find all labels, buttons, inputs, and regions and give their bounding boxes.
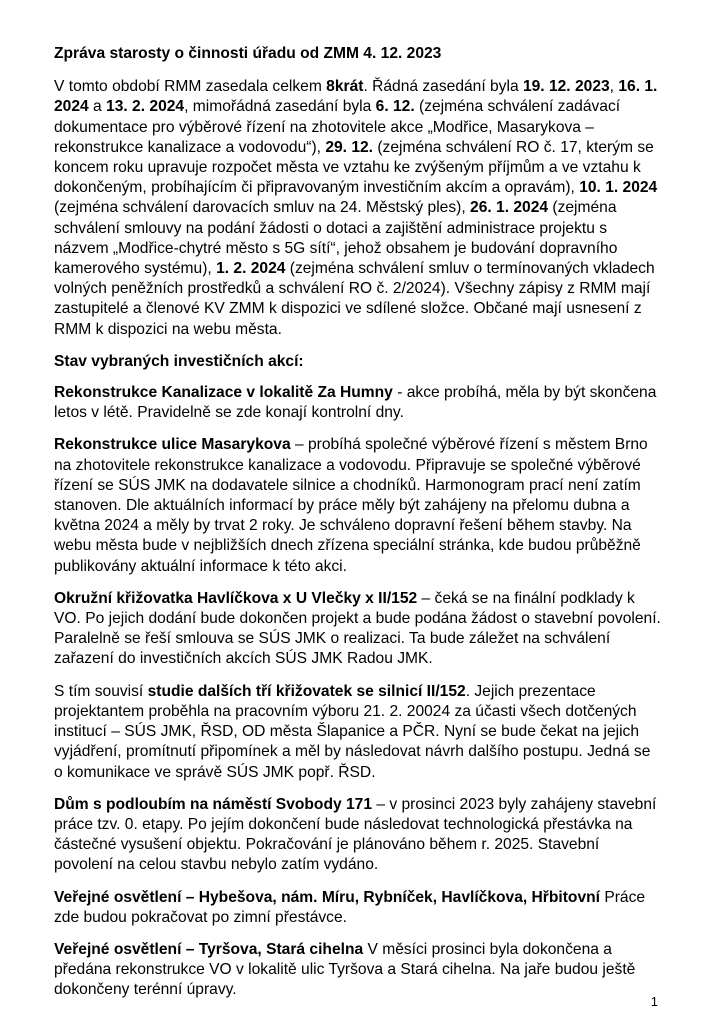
bold-text: Okružní křižovatka Havlíčkova x U Vlečky x II/152 xyxy=(54,589,418,607)
text-run: - akce probíhá, měla by být skončena letos v létě. Pravidelně se zde konají kontrolní dny. xyxy=(54,384,657,422)
bold-text: 8krát xyxy=(326,78,364,96)
bold-text: studie dalších tří křižovatek se silnicí II/152 xyxy=(147,682,466,700)
bold-text: Rekonstrukce Kanalizace v lokalitě Za Humny xyxy=(54,384,393,402)
text-run: V měsíci prosinci byla dokončena a předána rekonstrukce VO v lokalitě ulic Tyršova a Stará cihelna. Na jaře budou ještě dokončeny terénní úpravy. xyxy=(54,940,636,999)
p-studie xyxy=(54,682,662,783)
document-title: Zpráva starosty o činnosti úřadu od ZMM 4. 12. 2023 xyxy=(54,45,442,62)
bold-text: 1. 2. 2024 xyxy=(216,260,286,278)
bold-text: Rekonstrukce ulice Masarykova xyxy=(54,436,291,454)
text-run: (zejména schválení smluv o termínovaných vkladech volných peněžních prostředků a schválení RO č. 2/2024). Všechny zápisy z RMM mají zastupitelé a členové KV ZMM k dispozici ve sdílené složce. Občané mají usnesení z RMM k dispozici na webu města. xyxy=(54,260,655,338)
bold-text: 10. 1. 2024 xyxy=(579,179,658,197)
bold-text: 19. 12. 2023 xyxy=(522,78,610,96)
bold-text: 29. 12. xyxy=(325,138,373,156)
page-number: 1 xyxy=(650,994,658,1009)
text-run: – v prosinci 2023 byly zahájeny stavební práce tzv. 0. etapy. Po jejím dokončení bude následovat technologická přestávka na částečné vysušení objektu. Pokračování je plánováno během r. 2025. Stavební povolení na celou stavbu nebylo zatím vydáno. xyxy=(54,795,657,874)
bold-text: 13. 2. 2024 xyxy=(106,98,185,116)
text-run: S tím souvisí xyxy=(54,682,148,700)
intro-paragraph xyxy=(54,77,662,340)
p-dum xyxy=(54,795,662,876)
investment-items xyxy=(54,383,662,1000)
p-masarykova xyxy=(54,435,662,576)
bold-text: Veřejné osvětlení – Hybešova, nám. Míru, Rybníček, Havlíčkova, Hřbitovní xyxy=(54,888,600,906)
document-page xyxy=(54,44,662,1013)
text-run: , xyxy=(609,78,619,96)
p-kanalizace xyxy=(54,383,662,423)
bold-text: Dům s podloubím na náměstí Svobody 171 xyxy=(54,795,372,813)
text-run: V tomto období RMM zasedala celkem xyxy=(54,78,327,96)
text-run: , mimořádná zasedání byla xyxy=(184,98,376,116)
section-heading: Stav vybraných investičních akcí: xyxy=(54,352,304,370)
text-run: – čeká se na finální podklady k VO. Po jejich dodání bude dokončen projekt a bude podána žádost o stavební povolení. Paralelně se řeší smlouva se SÚS JMK o realizaci. Ta bude záležet na schválení zařazení do investičních akcích SÚS JMK Radou JMK. xyxy=(54,589,661,668)
p-vo-hybesova xyxy=(54,888,662,928)
bold-text: 16. 1. 2024 xyxy=(54,78,658,116)
text-run: (zejména schválení smlouvy na podání žádosti o dotaci a zajištění administrace projektu s názvem „Modřice-chytré město s 5G sítí“, jehož obsahem je budování dopravního kamerového systému), xyxy=(54,199,618,278)
bold-text: 6. 12. xyxy=(375,98,415,116)
text-run: Práce zde budou pokračovat po zimní přestávce. xyxy=(54,888,646,926)
text-run: (zejména schválení zadávací dokumentace pro výběrové řízení na zhotovitele akce „Modřice, Masarykova – rekonstrukce kanalizace a vodovodu“), xyxy=(54,98,621,156)
p-vo-tyrsova xyxy=(54,940,662,1001)
text-run: (zejména schválení darovacích smluv na 24. Městský ples), xyxy=(54,199,471,217)
bold-text: Veřejné osvětlení – Tyršova, Stará cihelna xyxy=(54,940,364,958)
text-run: a xyxy=(88,98,107,116)
bold-text: 26. 1. 2024 xyxy=(470,199,549,217)
text-run: – probíhá společné výběrové řízení s městem Brno na zhotovitele rekonstrukce kanalizace a vodovodu. Připravuje se společné výběrové řízení se SÚS JMK na dodavatele silnice a chodníků. Harmonogram prací není zatím stanoven. Dle aktuálních informací by práce měly být zahájeny na přelomu dubna a května 2024 a měly by trvat 2 roky. Je schváleno dopravní řešení během stavby. Na webu města bude v nejbližších dnech zřízena speciální stránka, kde budou průběžně publikovány aktuální informace k této akci. xyxy=(54,436,648,575)
p-krizovatka xyxy=(54,589,662,670)
text-run: (zejména schválení RO č. 17, kterým se koncem roku upravuje rozpočet města ve vztahu ke zvýšeným příjmům a ve vztahu k dokončeným, probíhajícím či připravovaným investičním akcím a opravám), xyxy=(54,138,654,197)
text-run: . Řádná zasedání byla xyxy=(363,78,523,96)
text-run: . Jejich prezentace projektantem proběhla na pracovním výboru 21. 2. 20024 za účasti všech dotčených institucí – SÚS JMK, ŘSD, OD města Šlapanice a PČR. Nyní se bude čekat na jejich vyjádření, promítnutí připomínek a měl by následovat návrh dalšího postupu. Jedná se o komunikace ve správě SÚS JMK popř. ŘSD. xyxy=(54,682,651,781)
